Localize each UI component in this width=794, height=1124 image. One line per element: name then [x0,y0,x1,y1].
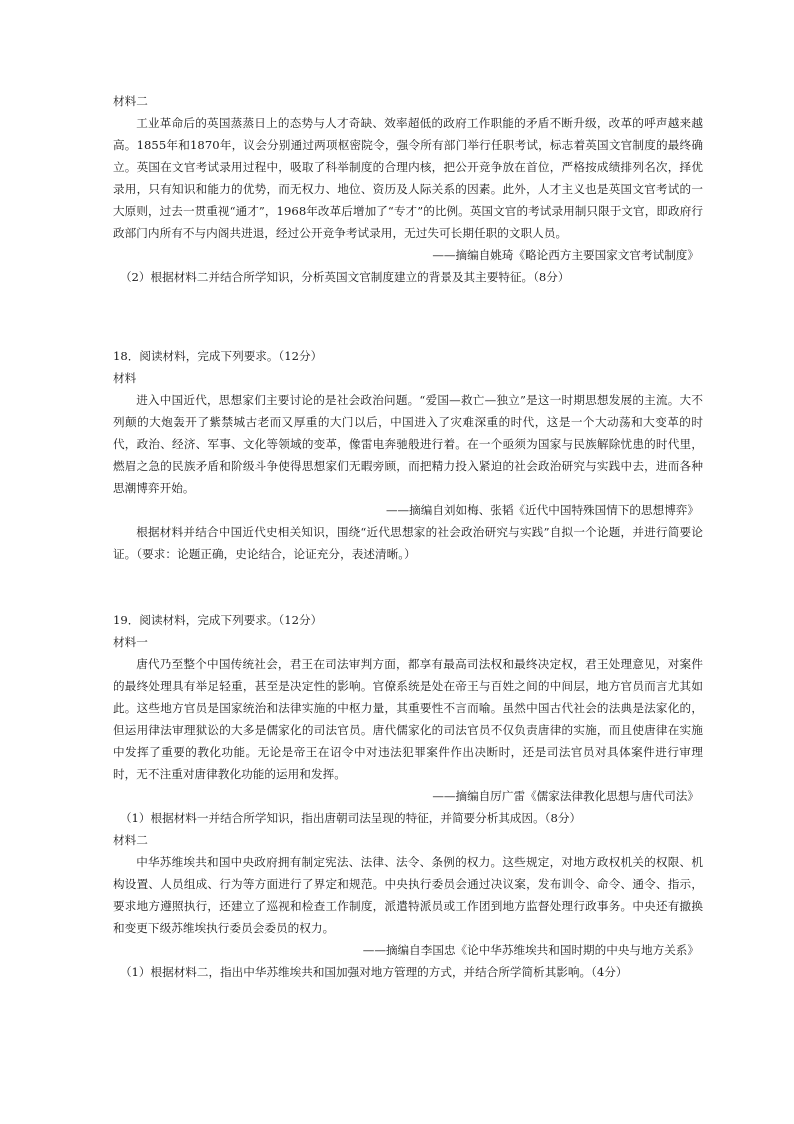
material-label: 材料二 [113,833,148,847]
section-19 [113,609,703,983]
material-label: 材料一 [113,635,148,649]
question-text: （1）根据材料一并结合所学知识，指出唐朝司法呈现的特征，并简要分析其成因。（8分） [119,811,582,825]
section-18 [113,345,703,565]
section-17-part2 [113,90,703,288]
question-text: 根据材料并结合中国近代史相关知识，围绕“近代思想家的社会政治研究与实践”自拟一个论题，并进行简要论证。（要求：论题正确，史论结合，论证充分，表述清晰。） [113,525,703,561]
question-heading: 18．阅读材料，完成下列要求。（12分） [113,349,323,363]
material-source: ——摘编自厉广雷《儒家法律教化思想与唐代司法》 [432,789,699,803]
material-label: 材料 [113,371,137,385]
material-source: ——摘编自刘如梅、张韬《近代中国特殊国情下的思想博弈》 [385,503,699,517]
material-label: 材料二 [113,94,148,108]
material-paragraph: 进入中国近代，思想家们主要讨论的是社会政治问题。“爱国—救亡—独立”是这一时期思想发展的主流。大不列颠的大炮轰开了紫禁城古老而又厚重的大门以后，中国进入了灾难深重的时代，这是一个大动荡和大变革的时代，政治、经济、军事、文化等领域的变革，像雷电奔驰般进行着。在一个亟须为国家与民族解除忧患的时代里，燃眉之急的民族矛盾和阶级斗争使得思想家们无暇旁顾，而把精力投入紧迫的社会政治研究与实践中去，进而各种思潮博弈开始。 [113,393,703,495]
question-text: （1）根据材料二，指出中华苏维埃共和国加强对地方管理的方式，并结合所学简析其影响。（4分） [119,965,628,979]
question-heading: 19．阅读材料，完成下列要求。（12分） [113,613,323,627]
spacer [113,565,703,609]
material-paragraph: 唐代乃至整个中国传统社会，君王在司法审判方面，都享有最高司法权和最终决定权，君王处理意见，对案件的最终处理具有举足轻重，甚至是决定性的影响。官僚系统是处在帝王与百姓之间的中间层，地方官员而言尤其如此。这些地方官员是国家统治和法律实施的中枢力量，其重要性不言而喻。虽然中国古代社会的法典是法家化的，但运用律法审理狱讼的大多是儒家化的司法官员。唐代儒家化的司法官员不仅负责唐律的实施，而且使唐律在实施中发挥了重要的教化功能。无论是帝王在诏令中对违法犯罪案件作出决断时，还是司法官员对具体案件进行审理时，无不注重对唐律教化功能的运用和发挥。 [113,657,703,781]
material-source: ——摘编自李国忠《论中华苏维埃共和国时期的中央与地方关系》 [362,943,699,957]
question-text: （2）根据材料二并结合所学知识，分析英国文官制度建立的背景及其主要特征。（8分） [119,270,570,284]
page-content [113,90,703,983]
spacer [113,288,703,345]
material-source: ——摘编自姚琦《略论西方主要国家文官考试制度》 [432,248,699,262]
material-paragraph: 工业革命后的英国蒸蒸日上的态势与人才奇缺、效率超低的政府工作职能的矛盾不断升级，改革的呼声越来越高。1855年和1870年，议会分别通过两项枢密院令，强令所有部门举行任职考试，标志着英国文官制度的最终确立。英国在文官考试录用过程中，吸取了科举制度的合理内核，把公开竞争放在首位，严格按成绩排列名次，择优录用，只有知识和能力的优势，而无权力、地位、资历及人际关系的因素。此外，人才主义也是英国文官考试的一大原则，过去一贯重视“通才”，1968年改革后增加了“专才”的比例。英国文官的考试录用制只限于文官，即政府行政部门内所有不与内阁共进退，经过公开竞争考试录用，无过失可长期任职的文职人员。 [113,116,703,240]
material-paragraph: 中华苏维埃共和国中央政府拥有制定宪法、法律、法令、条例的权力。这些规定，对地方政权机关的权限、机构设置、人员组成、行为等方面进行了界定和规范。中央执行委员会通过决议案，发布训令、命令、通令、指示，要求地方遵照执行，还建立了巡视和检查工作制度，派遣特派员或工作团到地方监督处理行政事务。中央还有撤换和变更下级苏维埃执行委员会委员的权力。 [113,855,703,935]
